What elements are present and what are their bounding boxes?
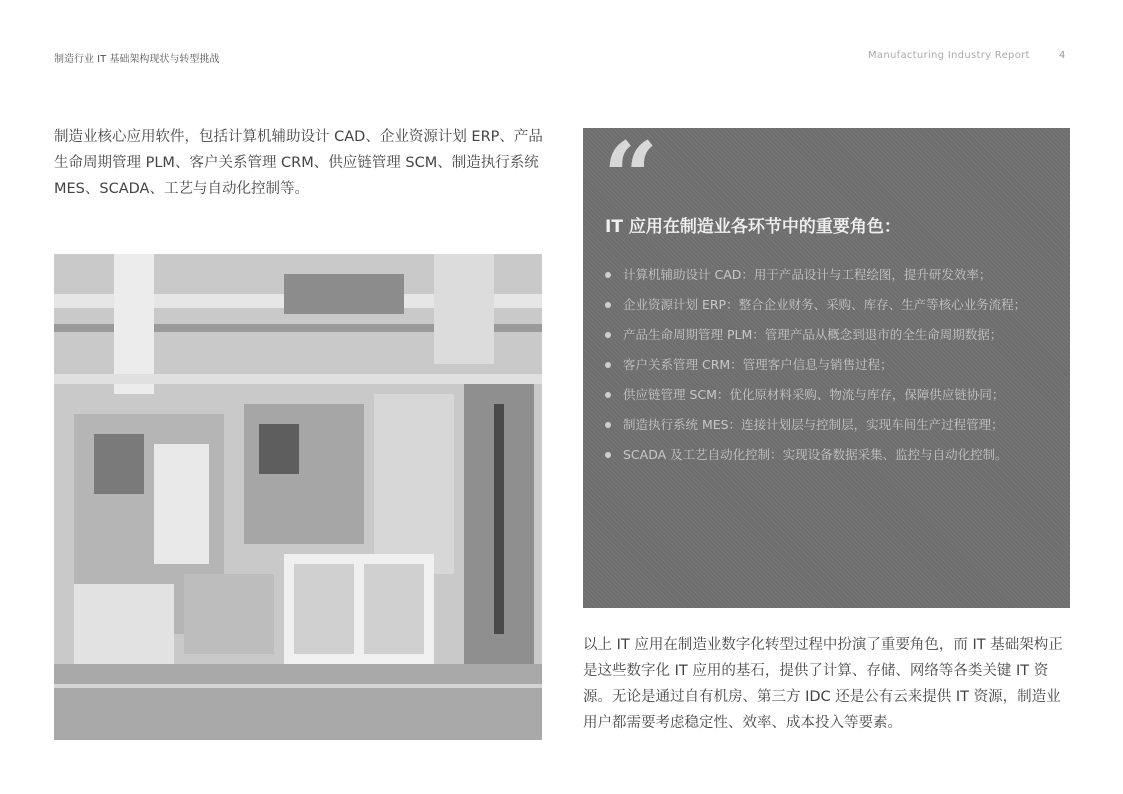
factory-photo-illustration [54,254,542,740]
quote-item-list [605,262,1053,472]
quote-item: 产品生命周期管理 PLM：管理产品从概念到退市的全生命周期数据； [605,322,1053,348]
bullet-icon [605,302,611,308]
quote-title: IT 应用在制造业各环节中的重要角色： [605,217,901,237]
quote-item: 制造执行系统 MES：连接计划层与控制层，实现车间生产过程管理； [605,412,1053,438]
intro-paragraph: 制造业核心应用软件，包括计算机辅助设计 CAD、企业资源计划 ERP、产品生命周期管理 PLM、客户关系管理 CRM、供应链管理 SCM、制造执行系统 MES、SCADA、工艺与自动化控制等。 [54,129,543,197]
bullet-icon [605,362,611,368]
factory-photo [54,254,542,740]
page-number: 4 [1059,50,1066,61]
quote-mark-icon: “ [603,121,659,234]
closing-paragraph: 以上 IT 应用在制造业数字化转型过程中扮演了重要角色，而 IT 基础架构正是这些数字化 IT 应用的基石，提供了计算、存储、网络等各类关键 IT 资源。无论是通过自有机房、第三方 IDC 还是公有云来提供 IT 资源，制造业用户都需要考虑稳定性、效率、成本投入等要素。 [583,637,1063,731]
bullet-icon [605,392,611,398]
document-header-subtitle: Manufacturing Industry Report [868,50,1030,61]
bullet-icon [605,452,611,458]
quote-item: 客户关系管理 CRM：管理客户信息与销售过程； [605,352,1053,378]
quote-item: SCADA 及工艺自动化控制：实现设备数据采集、监控与自动化控制。 [605,442,1053,468]
quote-item: 计算机辅助设计 CAD：用于产品设计与工程绘图，提升研发效率； [605,262,1053,288]
document-header-title: 制造行业 IT 基础架构现状与转型挑战 [54,54,220,65]
bullet-icon [605,332,611,338]
bullet-icon [605,422,611,428]
highlight-quote-box [583,121,1070,608]
bullet-icon [605,272,611,278]
quote-item: 供应链管理 SCM：优化原材料采购、物流与库存，保障供应链协同； [605,382,1053,408]
quote-item: 企业资源计划 ERP：整合企业财务、采购、库存、生产等核心业务流程； [605,292,1053,318]
